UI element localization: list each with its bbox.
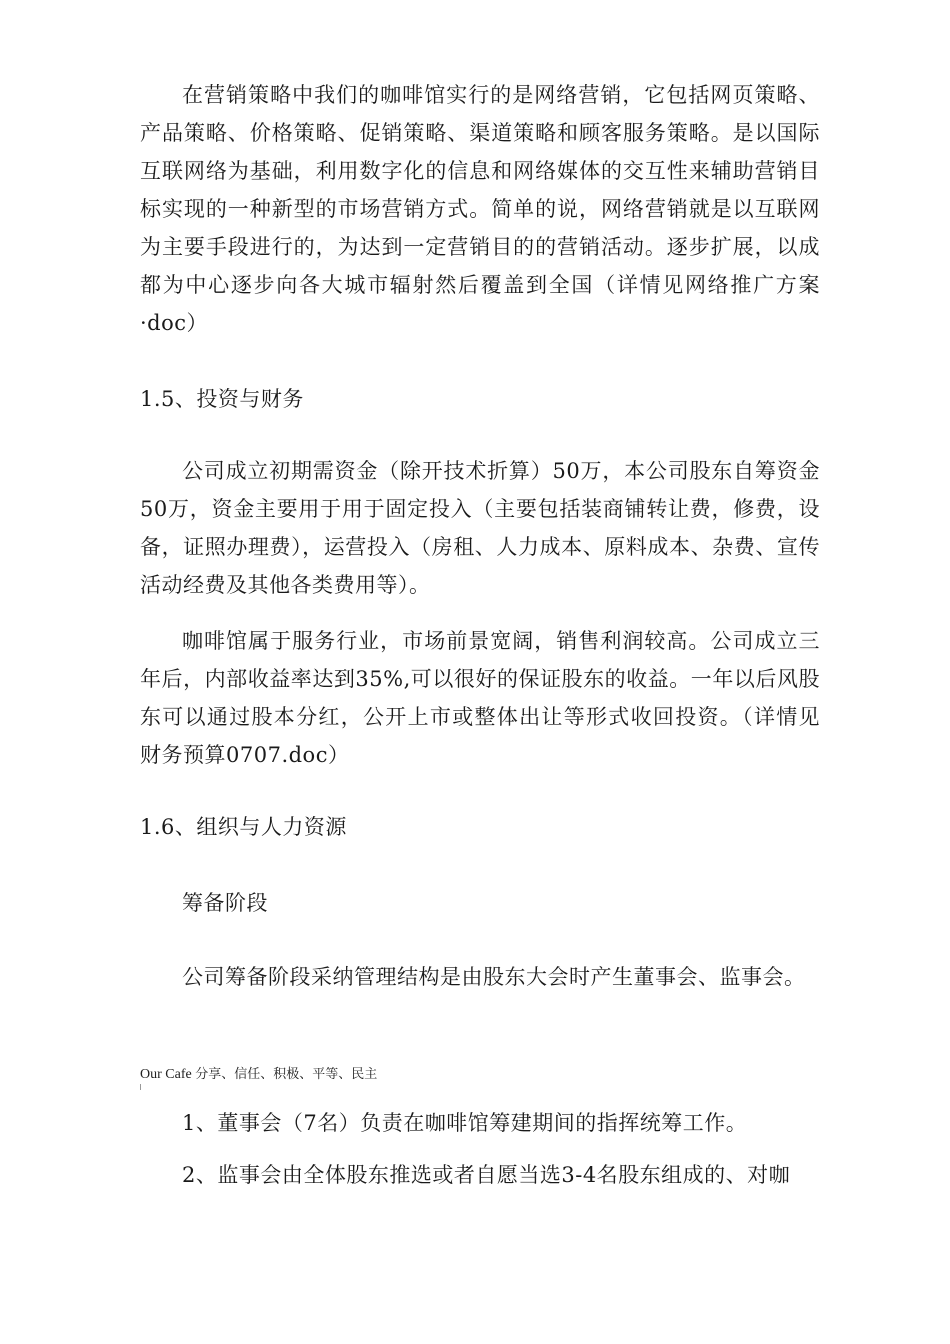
subheading-prep-stage: 筹备阶段 — [182, 891, 268, 915]
paragraph-prep-structure: 公司筹备阶段采纳管理结构是由股东大会时产生董事会、监事会。 — [182, 965, 806, 989]
paragraph-board: 1、董事会（7名）负责在咖啡馆筹建期间的指挥统筹工作。 — [182, 1111, 748, 1135]
footer-brand: Our Cafe — [140, 1067, 192, 1082]
section-heading-investment: 1.5、投资与财务 — [140, 387, 304, 411]
paragraph-supervisors: 2、监事会由全体股东推选或者自愿当选3-4名股东组成的、对咖 — [182, 1163, 791, 1187]
footer-tagline: 分享、信任、积极、平等、民主 — [195, 1067, 378, 1082]
paragraph-returns: 咖啡馆属于服务行业，市场前景宽阔，销售利润较高。公司成立三年后，内部收益率达到35%,可以很好的保证股东的收益。一年以后风股东可以通过股本分红，公开上市或整体出让等形式收回投资。（详情见 财务预算0707.doc） — [140, 629, 820, 767]
paragraph-marketing-strategy: 在营销策略中我们的咖啡馆实行的是网络营销，它包括网页策略、产品策略、价格策略、促销策略、渠道策略和顾客服务策略。是以国际互联网络为基础，利用数字化的信息和网络媒体的交互性来辅助营销目标实现的一种新型的市场营销方式。简单的说，网络营销就是以互联网为主要手段进行的，为达到一定营销目的的营销活动。逐步扩展，以成都为中心逐步向各大城市辐射然后覆盖到全国（详情见网络推广方案·doc） — [140, 83, 820, 335]
paragraph-funding: 公司成立初期需资金（除开技术折算）50万，本公司股东自筹资金50万，资金主要用于用于固定投入（主要包括装商铺转让费，修费，设备，证照办理费），运营投入（房租、人力成本、原料成本、杂费、宣传活动经费及其他各类费用等）。 — [140, 459, 820, 597]
footer-mark — [140, 1084, 141, 1090]
page-footer — [140, 1066, 377, 1084]
section-heading-organization: 1.6、组织与人力资源 — [140, 815, 347, 839]
